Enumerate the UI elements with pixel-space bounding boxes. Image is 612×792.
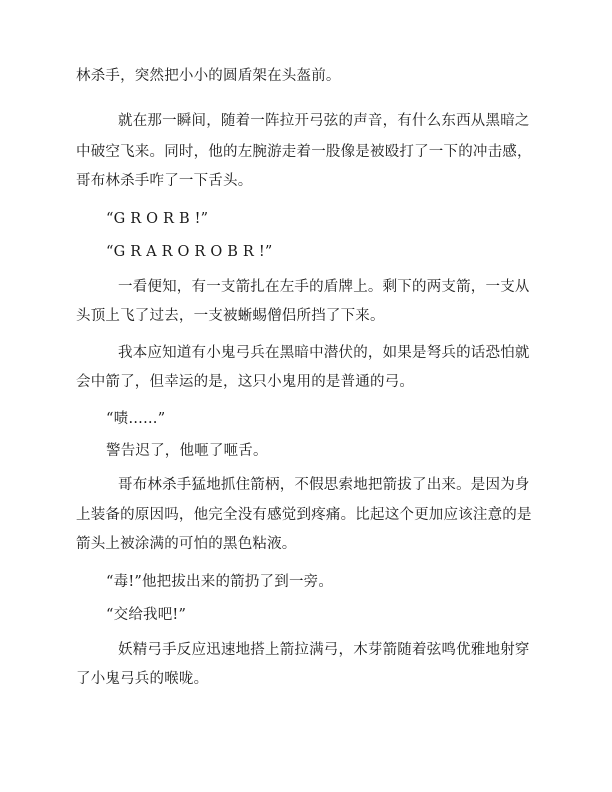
text-line: “G R O R B !” [106,211,209,227]
text-line: 箭头上被涂满的可怕的黑色粘液。 [76,536,297,552]
text-line: 一看便知，有一支箭扎在左手的盾牌上。剩下的两支箭，一支从 [118,279,530,295]
text-line: 中破空飞来。同时，他的左腕游走着一股像是被殴打了一下的冲击感， [76,144,532,160]
text-line: 上装备的原因吗，他完全没有感觉到疼痛。比起这个更加应该注意的是 [76,507,532,523]
text-line: 会中箭了，但幸运的是，这只小鬼用的是普通的弓。 [76,374,415,390]
text-line: 我本应知道有小鬼弓兵在黑暗中潜伏的，如果是弩兵的话恐怕就 [118,345,530,361]
text-line: 就在那一瞬间，随着一阵拉开弓弦的声音，有什么东西从黑暗之 [118,113,530,129]
text-line: “G R A R O R O B R !” [106,244,273,260]
text-line: “交给我吧!” [106,607,187,623]
text-line: 林杀手，突然把小小的圆盾架在头盔前。 [76,68,341,84]
text-line: 妖精弓手反应迅速地搭上箭拉满弓，木芽箭随着弦鸣优雅地射穿 [118,642,530,658]
text-line: “啧……” [106,411,166,427]
text-line: 警告迟了，他咂了咂舌。 [106,443,268,459]
text-line: 头顶上飞了过去，一支被蜥蜴僧侣所挡了下来。 [76,308,385,324]
text-line: 哥布林杀手咋了一下舌头。 [76,173,253,189]
text-line: “毒!”他把拔出来的箭扔了到一旁。 [106,574,334,590]
text-line: 哥布林杀手猛地抓住箭柄，不假思索地把箭拔了出来。是因为身 [118,477,530,493]
text-line: 了小鬼弓兵的喉咙。 [76,671,209,687]
